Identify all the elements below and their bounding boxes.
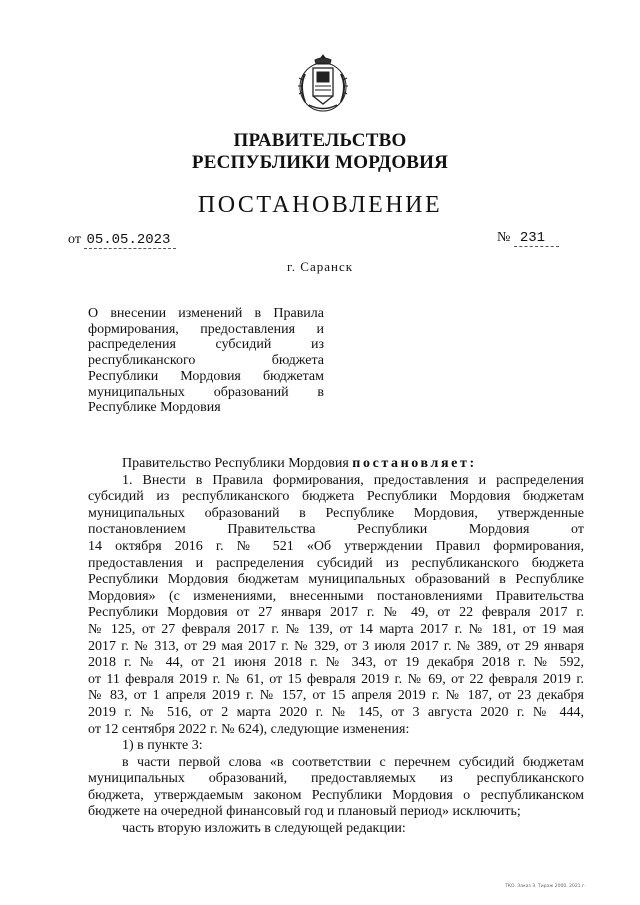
number-value: 231 (514, 230, 559, 247)
subject-line: распределения субсидий из (88, 337, 324, 353)
coat-of-arms-emblem (295, 52, 351, 114)
document-type-heading: ПОСТАНОВЛЕНИЕ (197, 192, 443, 218)
body-line: Республики Мордовия от 27 января 2017 г. № 49, от 22 февраля 2017 г. (88, 605, 584, 621)
body-line: Республики Мордовия бюджетам муниципальных образований в Республике (88, 572, 584, 588)
printer-mark: ТКО. Заказ 3. Тираж 2000. 2021 г. (505, 884, 586, 889)
subject-line: муниципальных образований в (88, 384, 324, 400)
intro-text: Правительство Республики Мордовия (122, 456, 349, 471)
date-prefix: от (68, 232, 81, 247)
subject-line: Республики Мордовия бюджетам (88, 368, 324, 384)
city-line: г. Саранск (286, 259, 354, 274)
body-line: № 125, от 27 февраля 2017 г. № 139, от 14 марта 2017 г. № 181, от 19 мая (88, 621, 584, 637)
subject-line: формирования, предоставления и (88, 321, 324, 337)
body-line: 1. Внести в Правила формирования, предоставления и распределения (122, 472, 584, 488)
subject-line: Республике Мордовия (88, 400, 221, 416)
subject-line: О внесении изменений в Правила (88, 306, 324, 321)
decree-number-field (497, 230, 559, 246)
body-line: 2018 г. № 44, от 21 июня 2018 г. № 343, от 19 декабря 2018 г. № 592, (88, 655, 584, 671)
body-line: бюджета, утверждаемым законом Республики Мордовия о республиканском (88, 787, 584, 803)
body-line: 14 октября 2016 г. № 521 «Об утверждении Правил формирования, (88, 538, 584, 554)
intro-action: постановляет: (352, 456, 477, 471)
decree-date-field (68, 232, 176, 248)
government-title: ПРАВИТЕЛЬСТВО (233, 130, 407, 151)
body-line: постановлением Правительства Республики Мордовия от (88, 522, 584, 538)
body-line: Мордовия» (с изменениями, внесенными постановлениями Правительства (88, 588, 584, 604)
number-prefix: № (497, 230, 511, 245)
body-line: бюджете на очередной финансовый год и плановый период» исключить; (88, 804, 521, 820)
body-line: 2019 г. № 516, от 2 марта 2020 г. № 145, от 3 августа 2020 г. № 444, (88, 704, 584, 720)
intro-paragraph (88, 456, 584, 473)
body-line: предоставления и распределения субсидий из республиканского бюджета (88, 555, 584, 571)
body-line: муниципальных образований, предоставляемых из республиканского (88, 771, 584, 787)
body-line: № 83, от 1 апреля 2019 г. № 157, от 15 апреля 2019 г. № 187, от 23 декабря (88, 688, 584, 704)
body-line: муниципальных образований в Республике Мордовия, утвержденные (88, 505, 584, 521)
date-value: 05.05.2023 (84, 232, 176, 249)
body-line: от 11 февраля 2019 г. № 61, от 15 февраля 2019 г. № 69, от 22 февраля 2019 г. (88, 671, 584, 687)
body-line: часть вторую изложить в следующей редакции: (122, 821, 406, 837)
body-line: субсидий из республиканского бюджета Республики Мордовия бюджетам (88, 489, 584, 505)
body-line: 1) в пункте 3: (122, 738, 203, 754)
decree-subject (88, 306, 324, 416)
body-line: от 12 сентября 2022 г. № 624), следующие изменения: (88, 721, 410, 737)
subject-line: республиканского бюджета (88, 353, 324, 369)
body-line: в части первой слова «в соответствии с перечнем субсидий бюджетам (122, 754, 584, 770)
government-subtitle: РЕСПУБЛИКИ МОРДОВИЯ (191, 152, 449, 173)
decree-body (88, 456, 584, 838)
body-line: 2017 г. № 313, от 29 мая 2017 г. № 329, от 3 июля 2017 г. № 389, от 29 января (88, 638, 584, 654)
